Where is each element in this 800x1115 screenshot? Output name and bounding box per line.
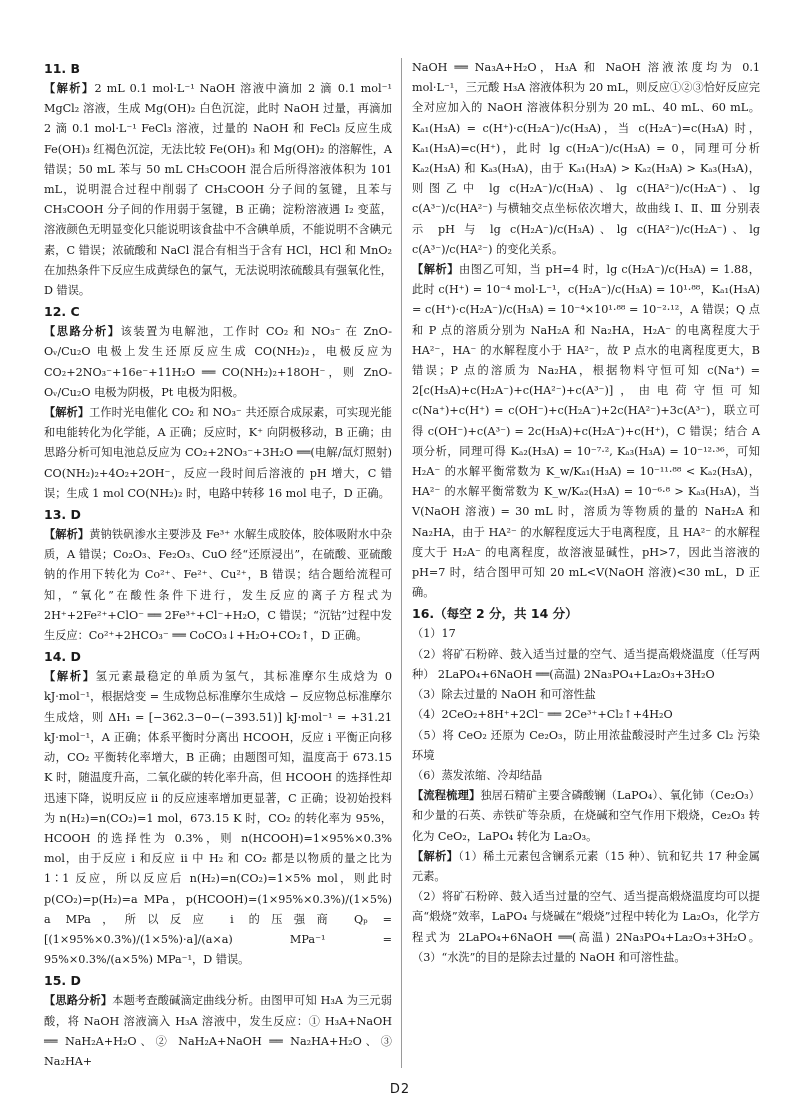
section-tag: 【解析】 [44, 528, 90, 542]
question-number: 13. D [44, 507, 81, 523]
solution-paragraph [412, 624, 760, 644]
left-column [44, 58, 392, 1072]
paragraph-text: 本题考查酸碱滴定曲线分析。由图甲可知 H₃A 为三元弱酸，将 NaOH 溶液滴入 H₃A 溶液中，发生反应：① H₃A+NaOH ══ NaH₂A+H₂O、② NaH₂A+NaOH ══ Na₂HA+H₂O、③ Na₂HA+ [44, 994, 392, 1068]
solution-paragraph [412, 705, 760, 725]
paragraph-text: （6）蒸发浓缩、冷却结晶 [412, 768, 543, 782]
question-number: 12. C [44, 304, 80, 320]
right-column [412, 58, 760, 968]
section-tag: 【解析】 [44, 406, 90, 420]
section-tag: 【解析】 [44, 82, 95, 95]
section-tag: 【解析】 [412, 849, 459, 863]
paragraph-text: （5）将 CeO₂ 还原为 Ce₂O₃，防止用浓盐酸浸时产生过多 Cl₂ 污染环境 [412, 728, 760, 762]
paragraph-text: 2 mL 0.1 mol·L⁻¹ NaOH 溶液中滴加 2 滴 0.1 mol⁻¹ MgCl₂ 溶液，生成 Mg(OH)₂ 白色沉淀，此时 NaOH 过量，再滴加 2 滴 0.1 mol·L⁻¹ FeCl₃ 溶液，过量的 NaOH 和 FeCl₃ 反应生成 Fe(OH)₃ 红褐色沉淀，无法比较 Fe(OH)₃ 和 Mg(OH)₂ 的溶解性，A 错误；50 mL 苯与 50 mL CH₃COOH 混合后所得溶液体积为 101 mL，说明混合过程中削弱了 CH₃COOH 分子间的氢键，且苯与 CH₃COOH 分子间的作用弱于氢键，B 正确；淀粉溶液遇 I₂ 变蓝，溶液颜色无明显变化只能说明该食盐中不含碘单质，不能说明不含碘元素，C 错误；浓硫酸和 NaCl 混合有相当于含有 HCl，HCl 和 MnO₂ 在加热条件下反应生成黄绿色的氯气，无法说明浓硫酸具有强氧化性，D 错误。 [44, 82, 392, 298]
column-divider [401, 58, 402, 1068]
paragraph-text: （3）除去过量的 NaOH 和可溶性盐 [412, 688, 596, 702]
question-number: 11. B [44, 61, 81, 76]
paragraph-text: 工作时光电催化 CO₂ 和 NO₃⁻ 共还原合成尿素，可实现光能和电能转化为化学能，A 正确；反应时，K⁺ 向阴极移动，B 正确；由思路分析可知电池总反应为 CO₂+2NO₃⁻+3H₂O ══(电解/氙灯照射) CO(NH₂)₂+4O₂+2OH⁻，反应一段时间后溶液的 pH 增大，C 错误；生成 1 mol CO(NH₂)₂ 时，电路中转移 16 mol 电子，D 正确。 [44, 406, 392, 500]
solution-paragraph [412, 645, 760, 685]
solution-paragraph [412, 726, 760, 766]
solution-paragraph [44, 525, 392, 646]
question-number: 16.（每空 2 分，共 14 分） [412, 606, 578, 622]
solution-paragraph [44, 403, 392, 504]
solution-paragraph [412, 685, 760, 705]
paragraph-text: （2）将矿石粉碎、鼓入适当过量的空气、适当提高煅烧温度均可以提高“煅烧”效率，LaPO₄ 与烧碱在“煅烧”过程中转化为 La₂O₃，化学方程式为 2LaPO₄+6NaOH ══(高温) 2Na₃PO₄+La₂O₃+3H₂O。（3）“水洗”的目的是除去过量的 NaOH 和可溶性盐。 [412, 890, 760, 964]
paragraph-text: （4）2CeO₂+8H⁺+2Cl⁻ ══ 2Ce³⁺+Cl₂↑+4H₂O [412, 708, 673, 722]
solution-paragraph [412, 847, 760, 887]
paragraph-text: （2）将矿石粉碎、鼓入适当过量的空气、适当提高煅烧温度（任写两种） 2LaPO₄+6NaOH ══(高温) 2Na₃PO₄+La₂O₃+3H₂O [412, 647, 760, 681]
paragraph-text: 独居石精矿主要含磷酸镧（LaPO₄）、氧化铈（Ce₂O₃）和少量的石英、赤铁矿等杂质，在烧碱和空气作用下煅烧，Ce₂O₃ 转化为 CeO₂，LaPO₄ 转化为 La₂O₃。 [412, 789, 760, 843]
question-number: 14. D [44, 649, 81, 665]
paragraph-text: 由图乙可知，当 pH=4 时，lg c(H₂A⁻)/c(H₃A) = 1.88，此时 c(H⁺) = 10⁻⁴ mol·L⁻¹，c(H₂A⁻)/c(H₃A) = 10¹·⁸⁸，Kₐ₁(H₃A) = c(H⁺)·c(H₂A⁻)/c(H₃A) = 10⁻⁴×10¹·⁸⁸ = 10⁻²·¹²，A 错误；Q 点和 P 点的溶质分别为 NaH₂A 和 Na₂HA，H₂A⁻ 的电离程度大于 HA²⁻，HA⁻ 的水解程度小于 HA²⁻，故 P 点水的电离程度更大，B 错误；P 点的溶质为 Na₂HA，根据物料守恒可知 c(Na⁺) = 2[c(H₃A)+c(H₂A⁻)+c(HA²⁻)+c(A³⁻)]，由电荷守恒可知 c(Na⁺)+c(H⁺) = c(OH⁻)+c(H₂A⁻)+2c(HA²⁻)+3c(A³⁻)，联立可得 c(OH⁻)+c(A³⁻) = 2c(H₃A)+c(H₂A⁻)+c(H⁺)，C 错误；结合 A 项分析，同理可得 Kₐ₂(H₃A) = 10⁻⁷·², Kₐ₃(H₃A) = 10⁻¹²·³⁶，可知 H₂A⁻ 的水解平衡常数为 K_w/Kₐ₁(H₃A) = 10⁻¹¹·⁸⁸ < Kₐ₂(H₃A)，HA²⁻ 的水解平衡常数为 K_w/Kₐ₂(H₃A) = 10⁻⁶·⁸ > Kₐ₃(H₃A)，当 V(NaOH 溶液) = 30 mL 时，溶质为等物质的量的 NaH₂A 和 Na₂HA，由于 HA²⁻ 的水解程度远大于电离程度，且 HA²⁻ 的水解程度大于 H₂A⁻ 的电离程度，故溶液显碱性，pH>7，因此当溶液的 pH=7 时，结合图甲可知 20 mL<V(NaOH 溶液)<30 mL，D 正确。 [412, 263, 760, 600]
section-tag: 【解析】 [44, 670, 96, 684]
solution-paragraph [44, 322, 392, 403]
paragraph-text: （1）17 [412, 627, 456, 641]
solution-paragraph [412, 58, 760, 260]
section-tag: 【流程梳理】 [412, 789, 481, 803]
section-tag: 【解析】 [412, 263, 460, 277]
section-tag: 【思路分析】 [44, 994, 113, 1008]
solution-paragraph [44, 991, 392, 1072]
page-number: D2 [389, 1082, 411, 1097]
solution-paragraph [44, 667, 392, 970]
solution-paragraph [412, 260, 760, 603]
section-tag: 【思路分析】 [44, 325, 121, 339]
solution-paragraph [44, 79, 392, 301]
paragraph-text: 黄钠铁矾渗水主要涉及 Fe³⁺ 水解生成胶体，胶体吸附水中杂质，A 错误；Co₂O₃、Fe₂O₃、CuO 经“还原浸出”，在硫酸、亚硫酸钠的作用下转化为 Co²⁺、Fe²⁺、Cu²⁺，B 错误；结合题给流程可知，“氧化”在酸性条件下进行，发生反应的离子方程式为 2H⁺+2Fe²⁺+ClO⁻ ══ 2Fe³⁺+Cl⁻+H₂O，C 错误；“沉钴”过程中发生反应：Co²⁺+2HCO₃⁻ ══ CoCO₃↓+H₂O+CO₂↑，D 正确。 [44, 528, 392, 643]
paragraph-text: 氢元素最稳定的单质为氢气，其标准摩尔生成焓为 0 kJ·mol⁻¹，根据焓变 = 生成物总标准摩尔生成焓 − 反应物总标准摩尔生成焓，则 ΔH₁ = [−362.3−0−(−393.51)] kJ·mol⁻¹ = +31.21 kJ·mol⁻¹，A 正确；体系平衡时分离出 HCOOH，反应 i 平衡正向移动，CO₂ 平衡转化率增大，B 正确；由题图可知，温度高于 673.15 K 时，随温度升高，二氧化碳的转化率升高，但 HCOOH 的选择性却迅速下降，说明反应 ii 的反应速率增加更显著，C 正确；设初始投料为 n(H₂)=n(CO₂)=1 mol，673.15 K 时，CO₂ 的转化率为 95%，HCOOH 的选择性为 0.3%，则 n(HCOOH)=1×95%×0.3% mol，由于反应 i 和反应 ii 中 H₂ 和 CO₂ 都是以物质的量之比为 1∶1 反应，所以反应后 n(H₂)=n(CO₂)=1×5% mol，则此时 p(CO₂)=p(H₂)=a MPa，p(HCOOH)=(1×95%×0.3%)/(1×5%) a MPa，所以反应 i 的压强商 Qₚ = [(1×95%×0.3%)/(1×5%)·a]/(a×a) MPa⁻¹ = 95%×0.3%/(a×5%) MPa⁻¹，D 错误。 [44, 670, 392, 967]
paragraph-text: 该装置为电解池，工作时 CO₂ 和 NO₃⁻ 在 ZnO-Oᵥ/Cu₂O 电极上发生还原反应生成 CO(NH₂)₂，电极反应为 CO₂+2NO₃⁻+16e⁻+11H₂O ══ CO(NH₂)₂+18OH⁻，则 ZnO-Oᵥ/Cu₂O 电极为阴极，Pt 电极为阳极。 [44, 325, 392, 399]
solution-paragraph [412, 887, 760, 968]
paragraph-text: NaOH ══ Na₃A+H₂O，H₃A 和 NaOH 溶液浓度均为 0.1 mol·L⁻¹，三元酸 H₃A 溶液体积为 20 mL，则反应①②③恰好反应完全对应加入的 NaOH 溶液体积分别为 20 mL、40 mL、60 mL。Kₐ₁(H₃A) = c(H⁺)·c(H₂A⁻)/c(H₃A)，当 c(H₂A⁻)=c(H₃A) 时，Kₐ₁(H₃A)=c(H⁺)，此时 lg c(H₂A⁻)/c(H₃A) = 0，同理可分析 Kₐ₂(H₃A) 和 Kₐ₃(H₃A)，由于 Kₐ₁(H₃A) > Kₐ₂(H₃A) > Kₐ₃(H₃A)，则图乙中 lg c(H₂A⁻)/c(H₃A)、lg c(HA²⁻)/c(H₂A⁻)、lg c(A³⁻)/c(HA²⁻) 与横轴交点坐标依次增大，故曲线 Ⅰ、Ⅱ、Ⅲ 分别表示 pH 与 lg c(H₂A⁻)/c(H₃A)、lg c(HA²⁻)/c(H₂A⁻)、lg c(A³⁻)/c(HA²⁻) 的变化关系。 [412, 61, 760, 256]
solution-paragraph [412, 766, 760, 786]
paragraph-text: （1）稀土元素包含镧系元素（15 种）、钪和钇共 17 种金属元素。 [412, 849, 760, 883]
question-number: 15. D [44, 973, 81, 989]
solution-paragraph [412, 786, 760, 847]
